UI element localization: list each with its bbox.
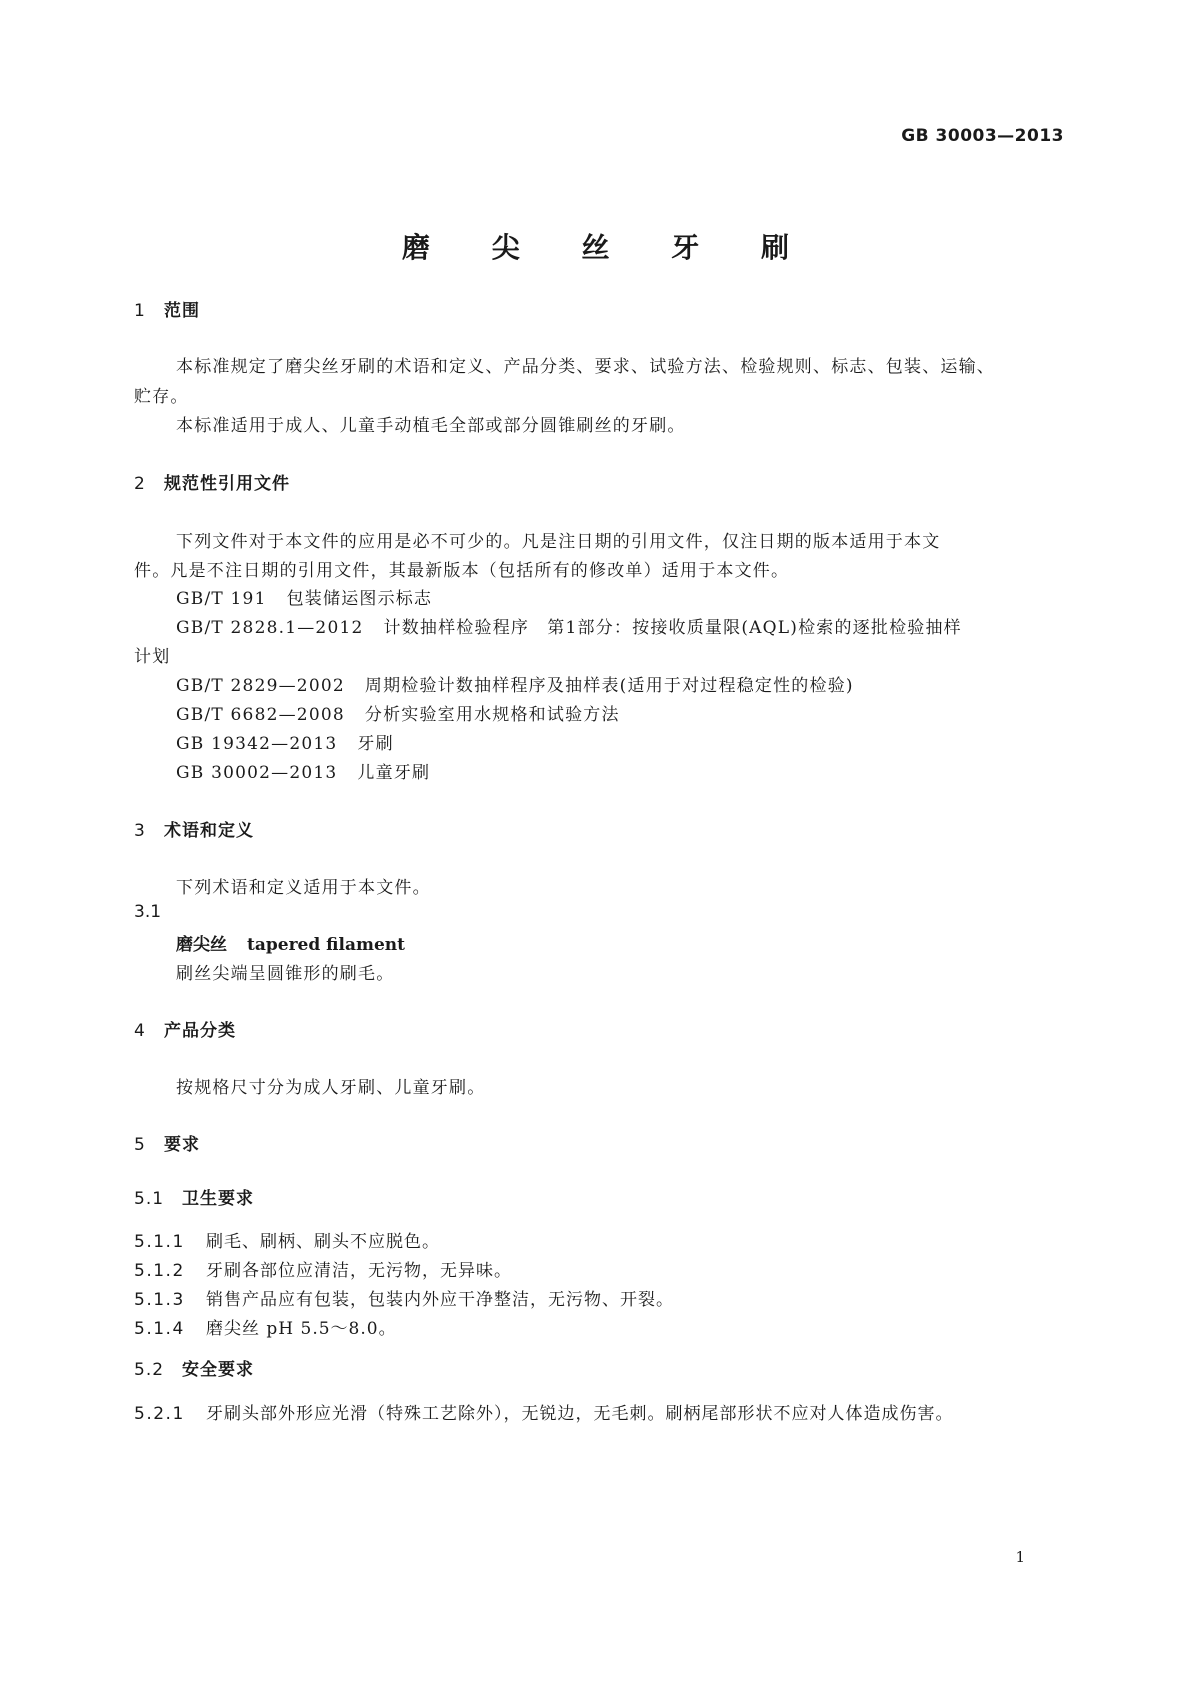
section-2-heading — [134, 469, 290, 494]
clause-number: 5.2.1 — [134, 1404, 185, 1424]
reference-code: GB/T 2829—2002 — [176, 676, 345, 696]
clause-number: 5.1.2 — [134, 1261, 185, 1281]
clause-number: 5.1.1 — [134, 1232, 185, 1252]
section-title: 产品分类 — [164, 1021, 236, 1041]
clause-text: 磨尖丝 pH 5.5～8.0。 — [206, 1319, 397, 1339]
clause — [134, 1314, 397, 1339]
clause-text: 销售产品应有包装，包装内外应干净整洁，无污物、开裂。 — [206, 1290, 674, 1310]
paragraph-continuation: 件。凡是不注日期的引用文件，其最新版本（包括所有的修改单）适用于本文件。 — [134, 561, 790, 581]
reference-title: 计数抽样检验程序 第1部分：按接收质量限(AQL)检索的逐批检验抽样 — [383, 618, 962, 638]
section-number: 5 — [134, 1135, 146, 1155]
section-title: 术语和定义 — [164, 821, 254, 841]
subsection-title: 安全要求 — [182, 1360, 254, 1380]
clause-number: 5.1.3 — [134, 1290, 185, 1310]
term-chinese: 磨尖丝 — [176, 935, 227, 955]
subsection-5-1-heading — [134, 1184, 254, 1209]
paragraph: 下列文件对于本文件的应用是必不可少的。凡是注日期的引用文件，仅注日期的版本适用于本文 — [176, 532, 941, 552]
section-number: 3 — [134, 821, 146, 841]
section-number: 4 — [134, 1021, 146, 1041]
reference-title: 周期检验计数抽样程序及抽样表(适用于对过程稳定性的检验) — [364, 676, 854, 696]
reference-code: GB/T 2828.1—2012 — [176, 618, 364, 638]
paragraph: 本标准规定了磨尖丝牙刷的术语和定义、产品分类、要求、试验方法、检验规则、标志、包装、运输、 — [176, 357, 995, 377]
reference-code: GB/T 191 — [176, 589, 267, 609]
standard-code: GB 30003—2013 — [901, 126, 1064, 146]
clause — [134, 1227, 440, 1252]
section-number: 1 — [134, 301, 146, 321]
reference-title-continuation: 计划 — [134, 647, 171, 667]
subsection-title: 卫生要求 — [182, 1189, 254, 1209]
reference-title: 分析实验室用水规格和试验方法 — [364, 705, 620, 725]
normative-reference — [176, 584, 432, 609]
clause — [134, 1256, 512, 1281]
clause-number: 5.1.4 — [134, 1319, 185, 1339]
subsection-number: 5.2 — [134, 1360, 165, 1380]
section-3-heading — [134, 816, 254, 841]
normative-reference — [176, 700, 620, 725]
normative-reference — [176, 613, 962, 638]
document-title: 磨 尖 丝 牙 刷 — [402, 231, 815, 264]
term-english: tapered filament — [247, 935, 405, 955]
paragraph-continuation: 贮存。 — [134, 387, 189, 407]
page-number: 1 — [1015, 1548, 1025, 1566]
clause-text: 刷毛、刷柄、刷头不应脱色。 — [206, 1232, 440, 1252]
term-definition: 刷丝尖端呈圆锥形的刷毛。 — [176, 964, 395, 984]
section-1-heading — [134, 296, 200, 321]
term-number: 3.1 — [134, 902, 162, 922]
paragraph: 按规格尺寸分为成人牙刷、儿童牙刷。 — [176, 1078, 486, 1098]
section-number: 2 — [134, 474, 146, 494]
reference-title: 牙刷 — [357, 734, 394, 754]
clause — [134, 1285, 674, 1310]
section-title: 范围 — [164, 301, 200, 321]
reference-title: 儿童牙刷 — [357, 763, 431, 783]
normative-reference — [176, 729, 394, 754]
paragraph: 本标准适用于成人、儿童手动植毛全部或部分圆锥刷丝的牙刷。 — [176, 416, 686, 436]
reference-code: GB 30002—2013 — [176, 763, 338, 783]
normative-reference — [176, 671, 854, 696]
subsection-number: 5.1 — [134, 1189, 165, 1209]
reference-code: GB/T 6682—2008 — [176, 705, 345, 725]
clause-text: 牙刷头部外形应光滑（特殊工艺除外），无锐边，无毛刺。刷柄尾部形状不应对人体造成伤害。 — [206, 1404, 954, 1424]
paragraph: 下列术语和定义适用于本文件。 — [176, 878, 431, 898]
section-title: 规范性引用文件 — [164, 474, 290, 494]
section-title: 要求 — [164, 1135, 200, 1155]
section-4-heading — [134, 1016, 236, 1041]
term-entry — [176, 930, 405, 955]
reference-title: 包装储运图示标志 — [286, 589, 433, 609]
section-5-heading — [134, 1130, 200, 1155]
subsection-5-2-heading — [134, 1355, 254, 1380]
normative-reference — [176, 758, 430, 783]
clause — [134, 1399, 954, 1424]
clause-text: 牙刷各部位应清洁，无污物，无异味。 — [206, 1261, 512, 1281]
reference-code: GB 19342—2013 — [176, 734, 338, 754]
